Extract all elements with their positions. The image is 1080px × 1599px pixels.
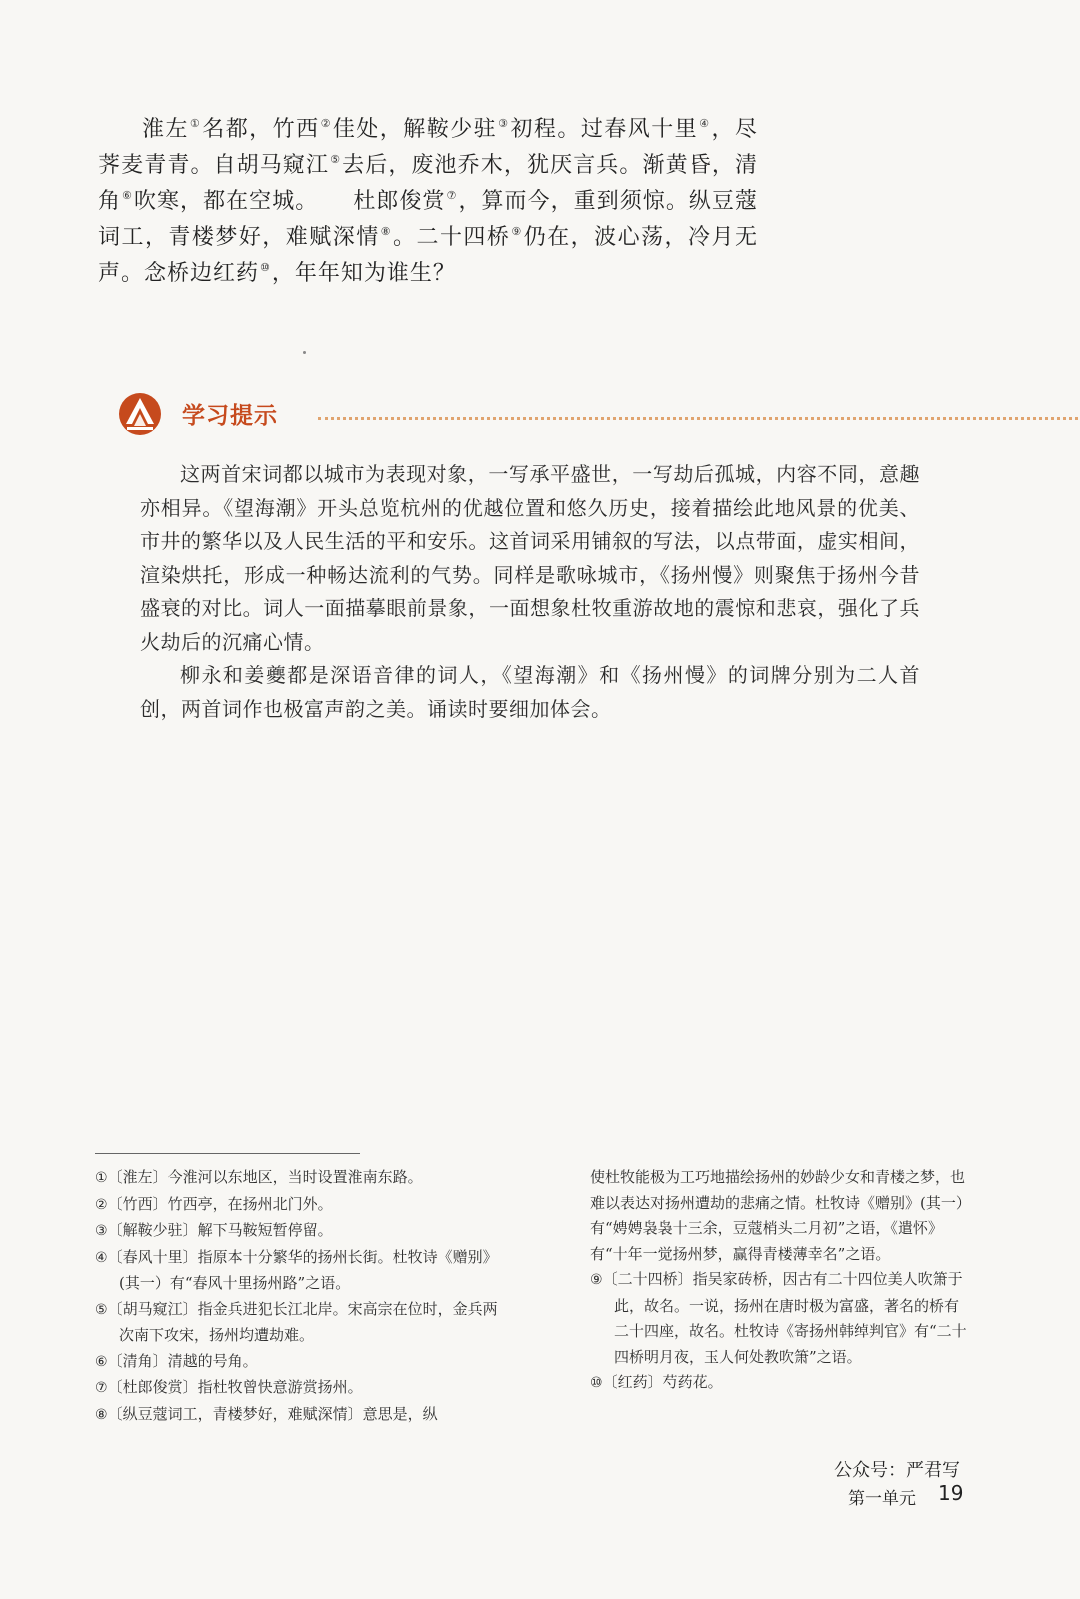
poem-text-run: 。二十四桥	[393, 225, 511, 250]
tips-paragraph-1: 这两首宋词都以城市为表现对象，一写承平盛世，一写劫后孤城，内容不同，意趣亦相异。《望海潮》开头总览杭州的优越位置和悠久历史，接着描绘此地风景的优美、市井的繁华以及人民生活的平和安乐。这首词采用铺叙的写法，以点带面，虚实相间，渲染烘托，形成一种畅达流利的气势。同样是歌咏城市，《扬州慢》则聚焦于扬州今昔盛衰的对比。词人一面描摹眼前景象，一面想象杜牧重游故地的震惊和悲哀，强化了兵火劫后的沉痛心情。	[140, 462, 920, 654]
footnote-marker: ①	[189, 117, 202, 130]
footnote-item: ⑦〔杜郎俊赏〕指杜牧曾快意游赏扬州。	[95, 1378, 363, 1396]
poem-text-run: 淮左	[142, 117, 189, 142]
footnote-marker: ②	[320, 117, 332, 130]
poem-text	[98, 112, 758, 292]
footnote-marker: ③	[498, 117, 510, 130]
poem-paragraph	[98, 112, 758, 292]
poem-text-run: 吹寒，都在空城。 杜郎俊赏	[133, 189, 446, 214]
wechat-account: 公众号：严君写	[834, 1460, 960, 1481]
footnote-item: ⑥〔清角〕清越的号角。	[95, 1351, 258, 1370]
poem-text-run: 初程。过春风十里	[510, 117, 699, 142]
footnote-marker: ⑨	[511, 225, 523, 238]
poem-text-run: 佳处，解鞍少驻	[332, 117, 498, 142]
footnote-item: ①〔淮左〕今淮河以东地区，当时设置淮南东路。	[95, 1168, 423, 1186]
poem-text-run: 仍在，波心荡，冷月无声。念桥边红药	[98, 225, 758, 286]
footnote-item: ⑤〔胡马窥江〕指金兵进犯长江北岸。宋高宗在位时，金兵两次南下攻宋，扬州均遭劫难。	[95, 1299, 498, 1344]
unit-label: 第一单元	[848, 1489, 916, 1509]
footnotes-right-column	[590, 1165, 968, 1397]
footnote-marker: ⑩	[260, 261, 271, 274]
footnotes-left-column	[95, 1165, 505, 1428]
footnote-marker: ⑧	[380, 225, 393, 238]
footnote-marker: ⑦	[446, 189, 458, 202]
poem-text-run: ，年年知为谁生？	[271, 261, 456, 286]
footnote-marker: ⑤	[330, 153, 342, 166]
study-tips-body	[140, 458, 920, 726]
footnote-item: ⑨〔二十四桥〕指吴家砖桥，因古有二十四位美人吹箫于此，故名。一说，扬州在唐时极为富盛，著名的桥有二十四座，故名。杜牧诗《寄扬州韩绰判官》有“二十四桥明月夜，玉人何处教吹箫”之语。	[590, 1270, 967, 1366]
footnote-marker: ⑥	[122, 189, 133, 202]
footnote-item: ③〔解鞍少驻〕解下马鞍短暂停留。	[95, 1221, 333, 1239]
poem-text-run: 名都，竹西	[202, 117, 320, 142]
footnote-continuation: 使杜牧能极为工巧地描绘扬州的妙龄少女和青楼之梦，也难以表达对扬州遭劫的悲痛之情。杜牧诗《赠别》(其一）有“娉娉袅袅十三余，豆蔻梢头二月初”之语，《遣怀》有“十年一觉扬州梦，赢得青楼薄幸名”之语。	[590, 1168, 966, 1263]
page-number: 19	[938, 1481, 964, 1505]
poem-text-run: ，算而今，重到须惊。纵豆蔻词工，青楼梦好，难赋深情	[98, 189, 758, 250]
footnote-marker: ④	[699, 117, 711, 130]
footnote-rule	[95, 1153, 360, 1154]
footnote-item: ②〔竹西〕竹西亭，在扬州北门外。	[95, 1194, 333, 1213]
poem-text-run: ，尽荠麦青青。自胡马窥江	[98, 117, 758, 178]
study-tips-icon	[118, 392, 162, 436]
study-tips-header	[118, 392, 978, 436]
dotted-divider	[318, 417, 1080, 420]
print-speck	[303, 351, 306, 354]
footnote-item: ④〔春风十里〕指原本十分繁华的扬州长街。杜牧诗《赠别》(其一）有“春风十里扬州路”之语。	[95, 1247, 498, 1292]
footnote-item: ⑧〔纵豆蔻词工，青楼梦好，难赋深情〕意思是，纵	[95, 1404, 438, 1423]
footnote-item: ⑩〔红药〕芍药花。	[590, 1373, 723, 1391]
study-tips-title: 学习提示	[182, 403, 278, 429]
tips-paragraph-2: 柳永和姜夔都是深语音律的词人，《望海潮》和《扬州慢》的词牌分别为二人首创，两首词作也极富声韵之美。诵读时要细加体会。	[140, 663, 920, 721]
poem-text-run: 去后，废池乔木，犹厌言兵。渐黄昏，清角	[98, 153, 758, 214]
